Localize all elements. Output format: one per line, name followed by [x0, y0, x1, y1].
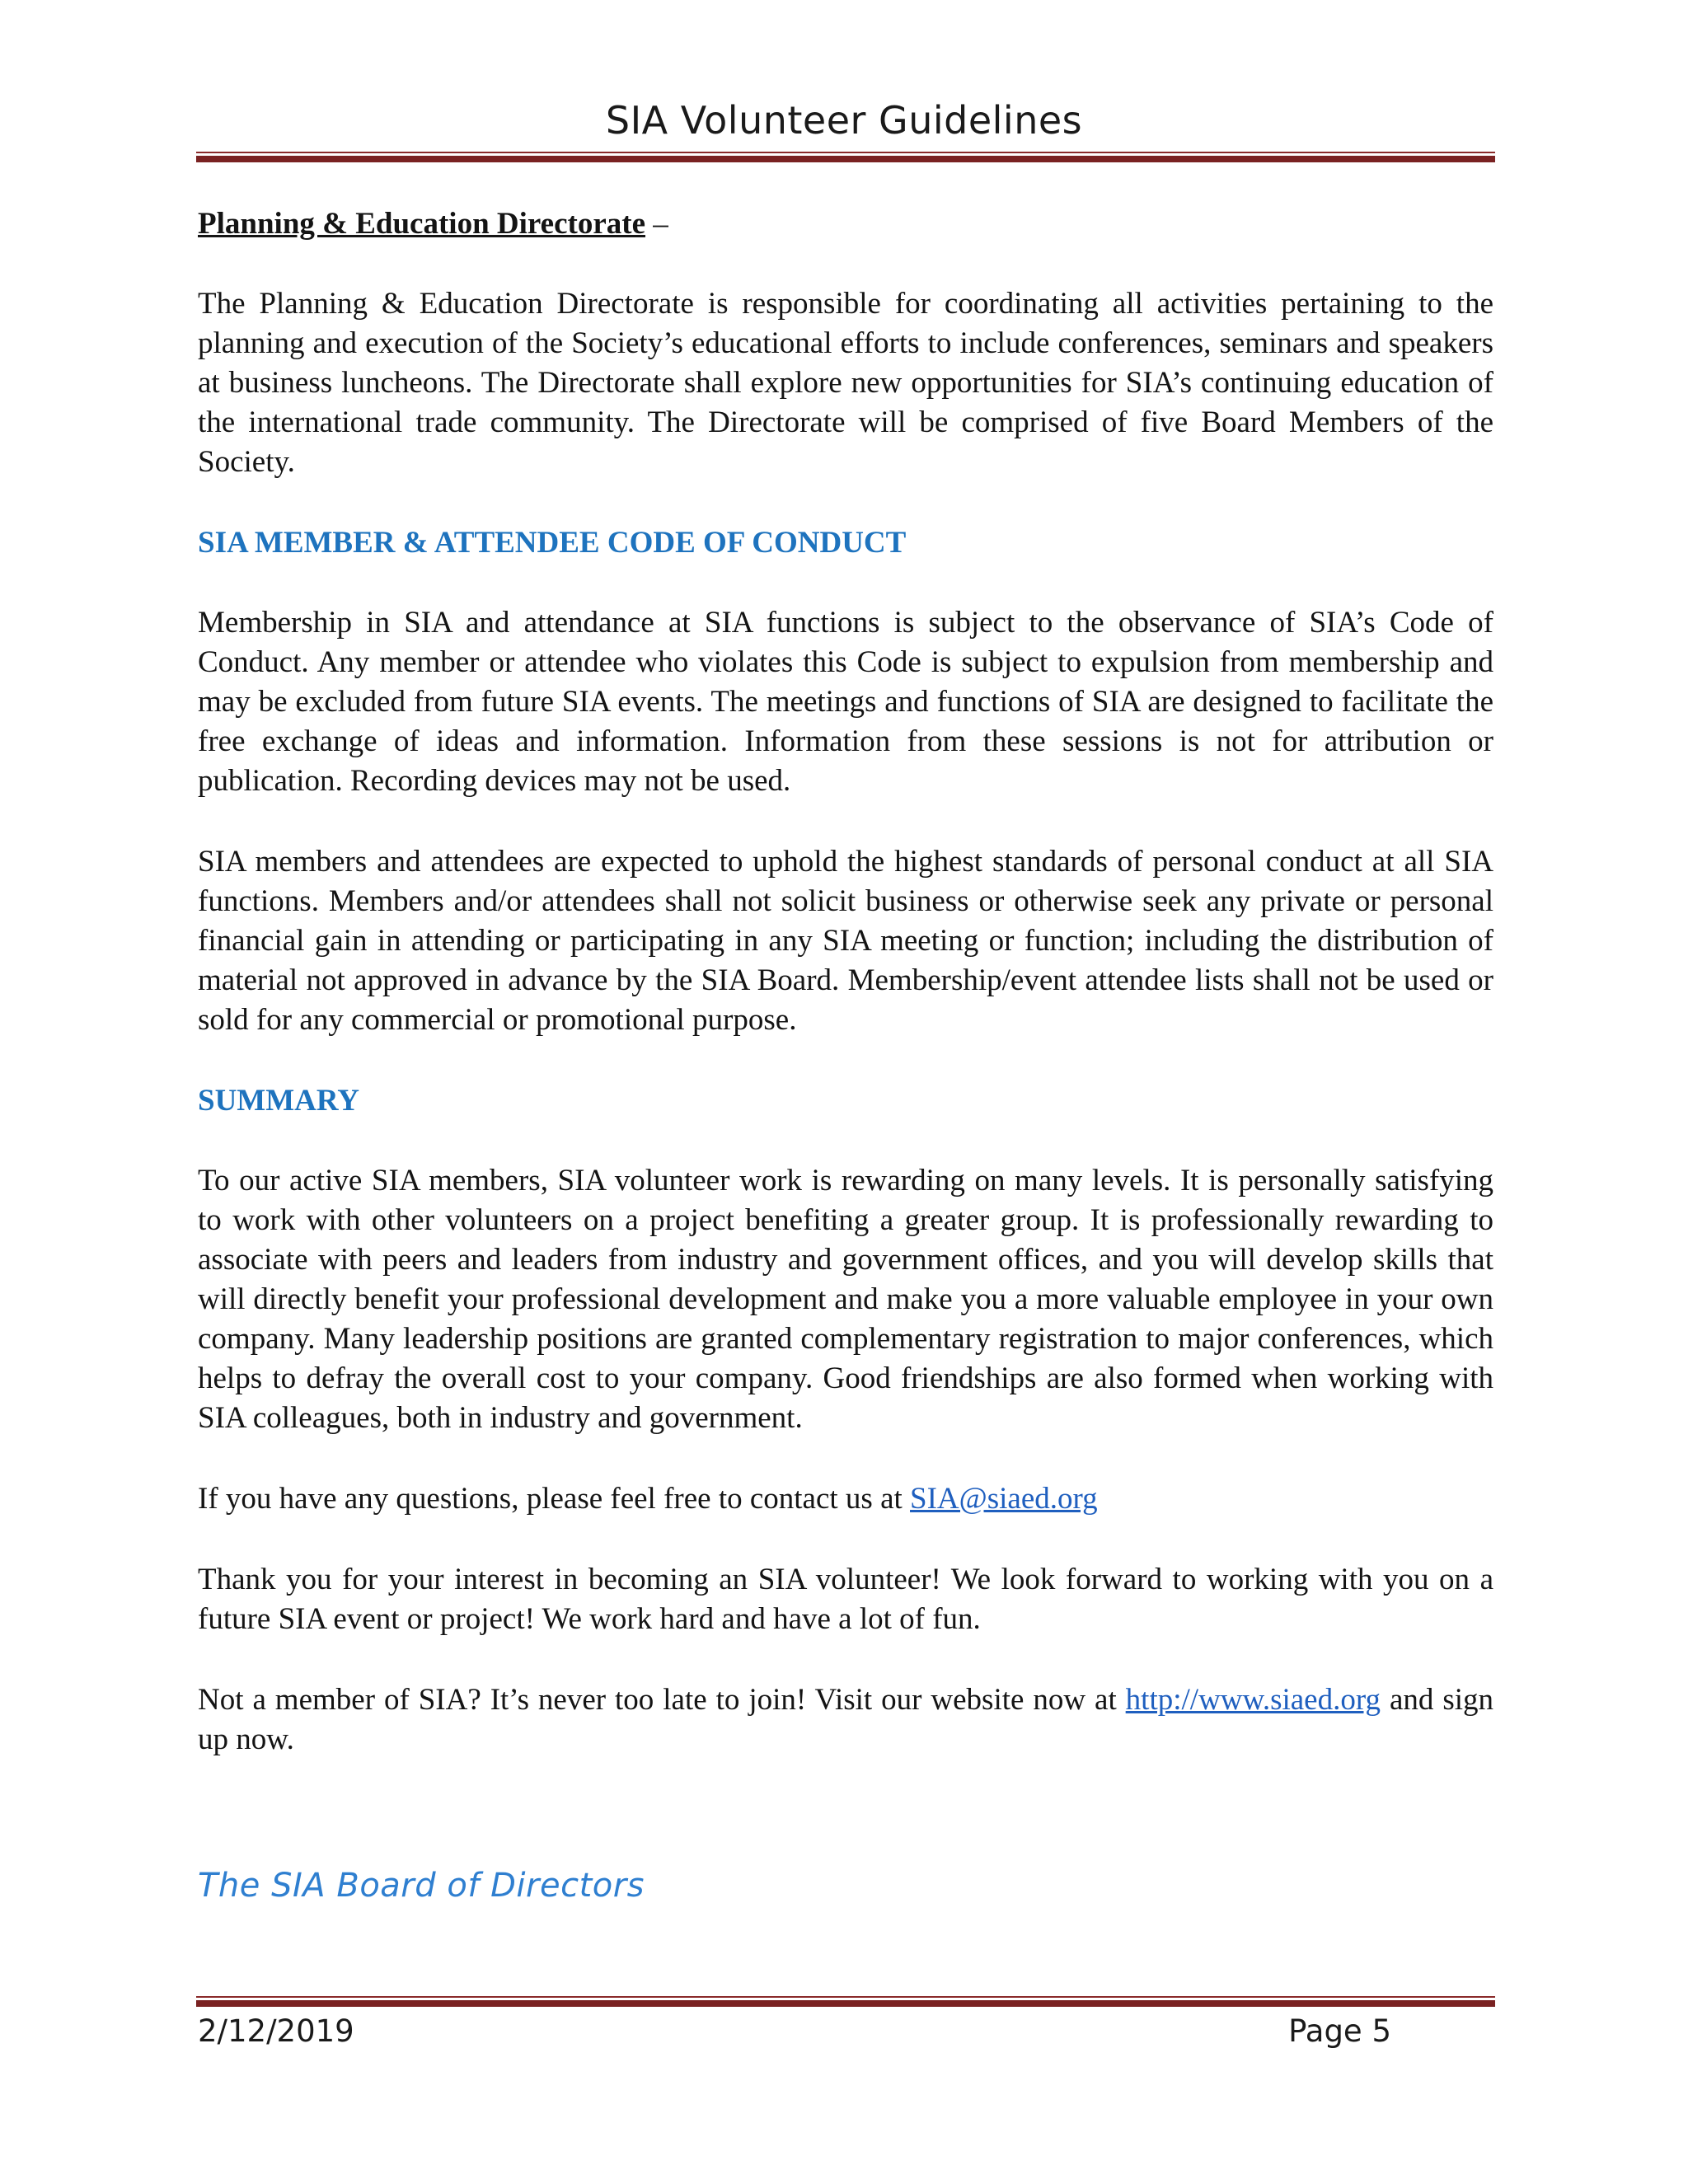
footer-date: 2/12/2019: [198, 2013, 354, 2049]
join-prefix: Not a member of SIA? It’s never too late to join! Visit our website now at: [198, 1683, 1126, 1717]
planning-subheading: Planning & Education Directorate: [198, 207, 645, 241]
website-link[interactable]: http://www.siaed.org: [1125, 1683, 1381, 1717]
page-header-title: SIA Volunteer Guidelines: [605, 98, 1083, 143]
board-signature: The SIA Board of Directors: [198, 1867, 645, 1905]
header-rule: [196, 152, 1495, 162]
code-of-conduct-heading: SIA MEMBER & ATTENDEE CODE OF CONDUCT: [198, 526, 907, 560]
thanks-paragraph: Thank you for your interest in becoming an SIA volunteer! We look forward to working with you on a future SIA event or project! We work hard and have a lot of fun.: [198, 1563, 1493, 1636]
join-suffix: and sign up now.: [198, 1683, 1493, 1756]
summary-heading: SUMMARY: [198, 1084, 360, 1118]
join-paragraph: [198, 1680, 1493, 1760]
footer-page-number: Page 5: [1288, 2013, 1391, 2049]
summary-paragraph: To our active SIA members, SIA volunteer work is rewarding on many levels. It is personally satisfying to work with other volunteers on a project benefiting a greater group. It is professionally rewarding to associate with peers and leaders from industry and government offices, and you will develop skills that will directly benefit your professional development and make you a more valuable employee in your own company. Many leadership positions are granted complementary registration to major conferences, which helps to defray the overall cost to your company. Good friendships are also formed when working with SIA colleagues, both in industry and government.: [198, 1164, 1493, 1435]
contact-email-link[interactable]: SIA@siaed.org: [910, 1482, 1098, 1516]
planning-paragraph: The Planning & Education Directorate is responsible for coordinating all activities pertaining to the planning and execution of the Society’s educational efforts to include conferences, seminars and speakers at business luncheons. The Directorate shall explore new opportunities for SIA’s continuing education of the international trade community. The Directorate will be comprised of five Board Members of the Society.: [198, 287, 1493, 479]
planning-subheading-dash: –: [645, 207, 668, 241]
footer-rule: [196, 1996, 1495, 2007]
code-of-conduct-paragraph-2: SIA members and attendees are expected to uphold the highest standards of personal conduct at all SIA functions. Members and/or attendees shall not solicit business or otherwise seek any private or personal financial gain in attending or participating in any SIA meeting or function; including the distribution of material not approved in advance by the SIA Board. Membership/event attendee lists shall not be used or sold for any commercial or promotional purpose.: [198, 845, 1493, 1037]
contact-prefix: If you have any questions, please feel free to contact us at: [198, 1482, 911, 1516]
document-body: [198, 204, 1493, 1760]
contact-paragraph: [198, 1479, 1493, 1519]
planning-subheading-line: [198, 204, 1493, 244]
code-of-conduct-paragraph-1: Membership in SIA and attendance at SIA functions is subject to the observance of SIA’s Code of Conduct. Any member or attendee who violates this Code is subject to expulsion from membership and may be excluded from future SIA events. The meetings and functions of SIA are designed to facilitate the free exchange of ideas and information. Information from these sessions is not for attribution or publication. Recording devices may not be used.: [198, 606, 1493, 798]
